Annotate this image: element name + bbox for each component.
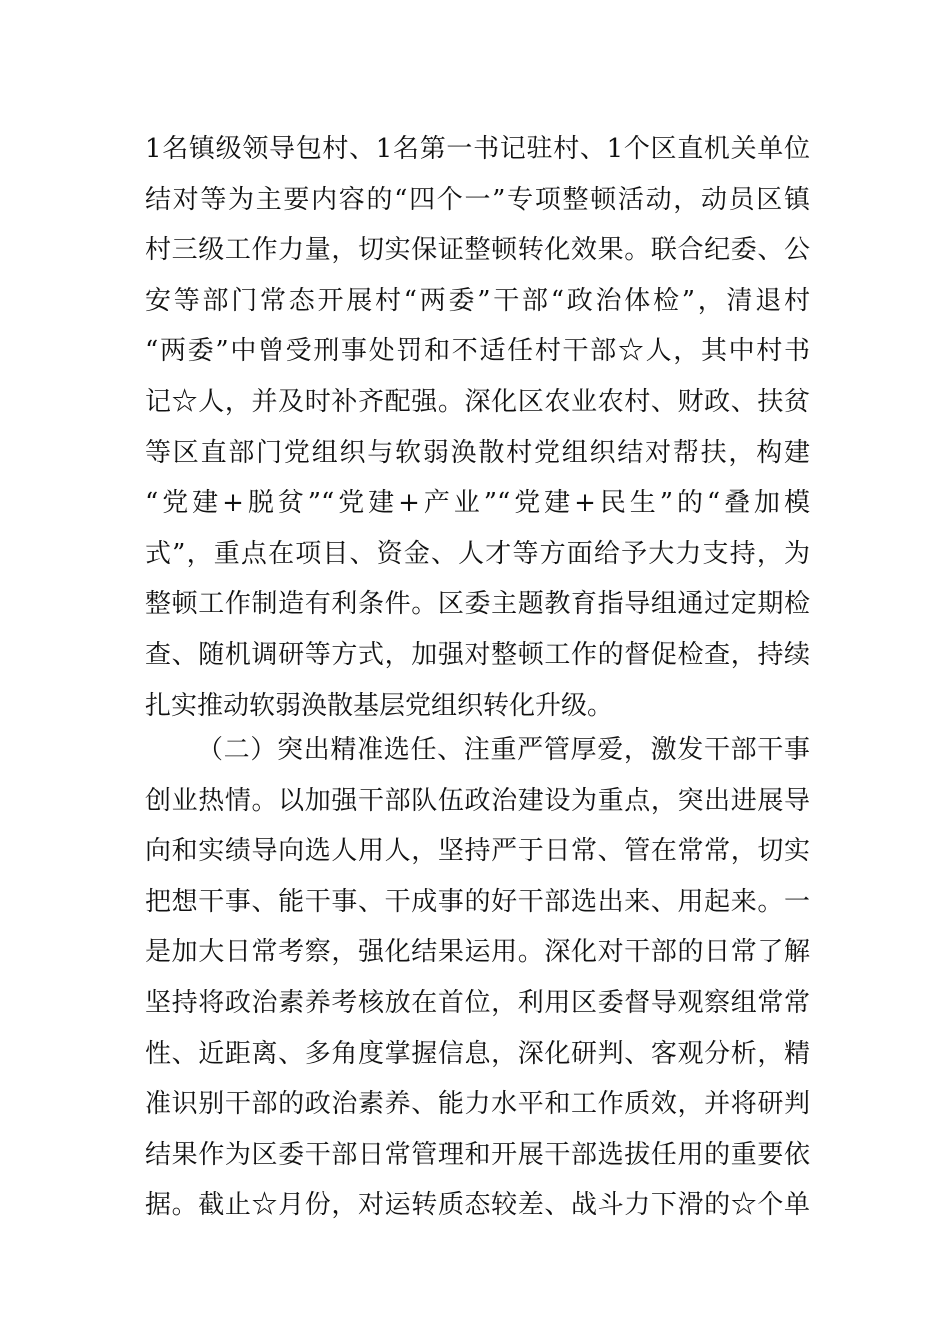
- paragraph-line: 创业热情。以加强干部队伍政治建设为重点，突出进展导: [145, 785, 810, 816]
- paragraph-line: 把想干事、能干事、干成事的好干部选出来、用起来。一: [145, 886, 810, 917]
- paragraph-line: 扎实推动软弱涣散基层党组织转化升级。: [145, 690, 614, 721]
- paragraph-2: [145, 725, 810, 1231]
- paragraph-line: 1名镇级领导包村、1名第一书记驻村、1个区直机关单位: [145, 134, 810, 164]
- section-heading-line: （二）突出精准选任、注重严管厚爱，激发干部干事: [197, 735, 810, 765]
- paragraph-line: 准识别干部的政治素养、能力水平和工作质效，并将研判: [145, 1089, 810, 1120]
- paragraph-line: 整顿工作制造有利条件。区委主题教育指导组通过定期检: [145, 589, 810, 620]
- paragraph-line: 是加大日常考察，强化结果运用。深化对干部的日常了解: [145, 937, 810, 968]
- paragraph-line: 村三级工作力量，切实保证整顿转化效果。联合纪委、公: [145, 235, 810, 266]
- paragraph-line: 性、近距离、多角度掌握信息，深化研判、客观分析，精: [145, 1038, 810, 1069]
- paragraph-line: 坚持将政治素养考核放在首位，利用区委督导观察组常常: [145, 987, 810, 1018]
- paragraph-line: 结果作为区委干部日常管理和开展干部选拔任用的重要依: [145, 1139, 810, 1170]
- paragraph-line: 式”，重点在项目、资金、人才等方面给予大力支持，为: [145, 538, 810, 569]
- paragraph-line: 向和实绩导向选人用人，坚持严于日常、管在常常，切实: [145, 836, 810, 867]
- paragraph-line: 据。截止☆月份，对运转质态较差、战斗力下滑的☆个单: [145, 1190, 810, 1221]
- paragraph-line: 等区直部门党组织与软弱涣散村党组织结对帮扶，构建: [145, 437, 810, 468]
- paragraph-1: [145, 124, 810, 731]
- paragraph-line: 结对等为主要内容的“四个一”专项整顿活动，动员区镇: [145, 184, 810, 215]
- paragraph-line: 记☆人，并及时补齐配强。深化区农业农村、财政、扶贫: [145, 386, 810, 417]
- paragraph-line: “党建+脱贫”“党建+产业”“党建+民生”的“叠加模: [145, 488, 810, 519]
- paragraph-line: 查、随机调研等方式，加强对整顿工作的督促检查，持续: [145, 639, 810, 670]
- paragraph-line: “两委”中曾受刑事处罚和不适任村干部☆人，其中村书: [145, 336, 810, 367]
- paragraph-line: 安等部门常态开展村“两委”干部“政治体检”，清退村: [145, 285, 810, 316]
